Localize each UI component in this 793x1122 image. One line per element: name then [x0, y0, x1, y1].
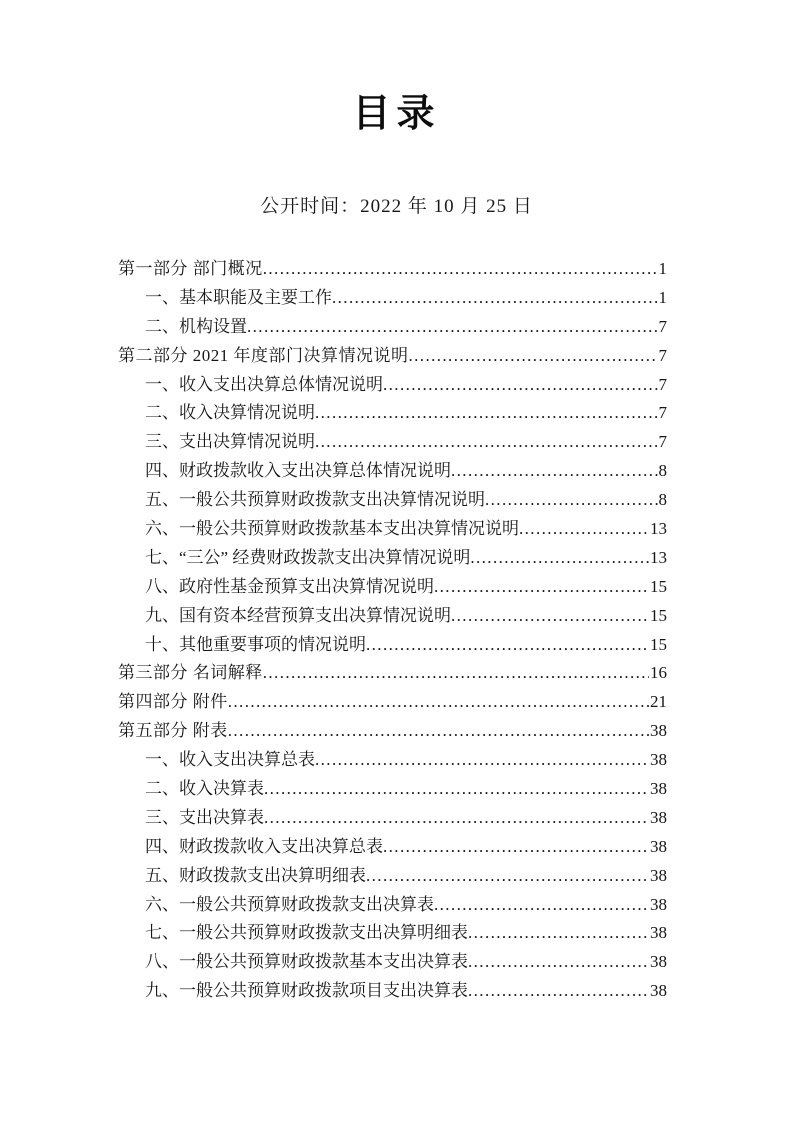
toc-entry-label: 七、“三公” 经费财政拨款支出决算情况说明 [145, 547, 471, 567]
toc-entry-label: 六、一般公共预算财政拨款支出决算表 [145, 894, 434, 914]
toc-leader-dots [263, 255, 658, 284]
toc-entry[interactable] [118, 862, 667, 891]
toc-leader-dots [470, 544, 649, 573]
toc-entry-page-number: 1 [658, 287, 667, 307]
toc-entry-page-number: 13 [650, 519, 667, 539]
toc-leader-dots [315, 746, 649, 775]
toc-entry-page-number: 15 [650, 576, 667, 596]
toc-leader-dots [315, 399, 658, 428]
toc-entry-label: 五、财政拨款支出决算明细表 [145, 865, 366, 885]
toc-entry[interactable] [118, 486, 667, 515]
toc-entry[interactable] [118, 717, 667, 746]
toc-leader-dots [228, 688, 649, 717]
toc-entry[interactable] [118, 977, 667, 1006]
toc-entry-label: 二、机构设置 [145, 316, 247, 336]
toc-entry-page-number: 8 [658, 461, 667, 481]
toc-leader-dots [332, 284, 658, 313]
toc-entry-label: 第四部分 附件 [118, 692, 228, 712]
toc-entry-label: 八、一般公共预算财政拨款基本支出决算表 [145, 952, 468, 972]
toc-entry-page-number: 38 [650, 865, 667, 885]
toc-leader-dots [409, 342, 658, 371]
toc-entry-page-number: 38 [650, 894, 667, 914]
toc-entry-label: 十、其他重要事项的情况说明 [145, 634, 366, 654]
toc-leader-dots [366, 631, 649, 660]
page-title: 目录 [352, 93, 441, 135]
toc-leader-dots [264, 804, 649, 833]
toc-entry-label: 八、政府性基金预算支出决算情况说明 [145, 576, 434, 596]
toc-leader-dots [264, 775, 649, 804]
toc-entry-page-number: 38 [650, 836, 667, 856]
toc-entry[interactable] [118, 544, 667, 573]
toc-entry-label: 第三部分 名词解释 [118, 663, 263, 683]
toc-leader-dots [434, 573, 649, 602]
toc-entry[interactable] [118, 255, 667, 284]
toc-leader-dots [451, 457, 658, 486]
toc-entry-label: 三、支出决算情况说明 [145, 432, 315, 452]
toc-entry-page-number: 7 [658, 432, 667, 452]
toc-entry-page-number: 38 [650, 779, 667, 799]
toc-entry-page-number: 38 [650, 923, 667, 943]
toc-leader-dots [468, 948, 649, 977]
toc-entry-page-number: 21 [650, 692, 667, 712]
toc-entry[interactable] [118, 515, 667, 544]
toc-leader-dots [485, 486, 658, 515]
toc-entry[interactable] [118, 457, 667, 486]
toc-entry-label: 一、收入支出决算总体情况说明 [145, 374, 383, 394]
toc-entry-page-number: 38 [650, 721, 667, 741]
toc-entry[interactable] [118, 342, 667, 371]
toc-entry-label: 九、一般公共预算财政拨款项目支出决算表 [145, 981, 468, 1001]
toc-entry-page-number: 38 [650, 807, 667, 827]
toc-entry[interactable] [118, 428, 667, 457]
toc-entry-label: 一、基本职能及主要工作 [145, 287, 332, 307]
toc-entry[interactable] [118, 891, 667, 920]
toc-entry[interactable] [118, 804, 667, 833]
toc-leader-dots [366, 862, 649, 891]
toc-entry[interactable] [118, 833, 667, 862]
toc-entry[interactable] [118, 573, 667, 602]
toc-leader-dots [451, 602, 649, 631]
toc-entry-label: 第二部分 2021 年度部门决算情况说明 [118, 345, 409, 365]
toc-entry-label: 二、收入决算情况说明 [145, 403, 315, 423]
toc-entry-page-number: 38 [650, 952, 667, 972]
toc-entry-page-number: 15 [650, 605, 667, 625]
toc-leader-dots [383, 833, 649, 862]
toc-entry-label: 二、收入决算表 [145, 779, 264, 799]
toc-entry-page-number: 13 [650, 547, 667, 567]
toc-entry[interactable] [118, 919, 667, 948]
toc-entry-page-number: 8 [658, 490, 667, 510]
toc-entry-label: 九、国有资本经营预算支出决算情况说明 [145, 605, 451, 625]
toc-entry-page-number: 38 [650, 981, 667, 1001]
toc-entry-page-number: 7 [658, 403, 667, 423]
toc-entry-label: 四、财政拨款收入支出决算总表 [145, 836, 383, 856]
toc-entry-label: 五、一般公共预算财政拨款支出决算情况说明 [145, 490, 485, 510]
toc-entry[interactable] [118, 775, 667, 804]
publish-time: 公开时间：2022 年 10 月 25 日 [260, 196, 533, 217]
toc-entry-label: 四、财政拨款收入支出决算总体情况说明 [145, 461, 451, 481]
toc-entry[interactable] [118, 631, 667, 660]
toc-leader-dots [228, 717, 649, 746]
toc-leader-dots [247, 313, 658, 342]
toc-entry-page-number: 7 [658, 374, 667, 394]
toc-entry-page-number: 1 [658, 259, 667, 278]
toc-entry[interactable] [118, 313, 667, 342]
toc-entry[interactable] [118, 948, 667, 977]
toc-entry-page-number: 15 [650, 634, 667, 654]
toc-entry-page-number: 7 [658, 345, 667, 365]
toc-leader-dots [468, 977, 649, 1006]
toc-leader-dots [263, 659, 649, 688]
toc-entry[interactable] [118, 371, 667, 400]
toc-entry-page-number: 38 [650, 750, 667, 770]
toc-entry[interactable] [118, 746, 667, 775]
toc-leader-dots [383, 371, 658, 400]
toc-entry-label: 六、一般公共预算财政拨款基本支出决算情况说明 [145, 519, 519, 539]
toc-entry-label: 第五部分 附表 [118, 721, 228, 741]
toc-entry[interactable] [118, 659, 667, 688]
toc-entry-page-number: 16 [650, 663, 667, 683]
toc-entry-page-number: 7 [658, 316, 667, 336]
toc-entry[interactable] [118, 284, 667, 313]
toc-entry[interactable] [118, 399, 667, 428]
toc-entry[interactable] [118, 602, 667, 631]
toc-leader-dots [434, 891, 649, 920]
toc-leader-dots [519, 515, 649, 544]
toc-entry-label: 第一部分 部门概况 [118, 259, 263, 278]
toc-entry[interactable] [118, 688, 667, 717]
toc-leader-dots [315, 428, 658, 457]
toc-entry-label: 三、支出决算表 [145, 807, 264, 827]
toc-entry-label: 七、一般公共预算财政拨款支出决算明细表 [145, 923, 468, 943]
toc-list [118, 255, 667, 1006]
toc-entry-label: 一、收入支出决算总表 [145, 750, 315, 770]
toc-leader-dots [468, 919, 649, 948]
